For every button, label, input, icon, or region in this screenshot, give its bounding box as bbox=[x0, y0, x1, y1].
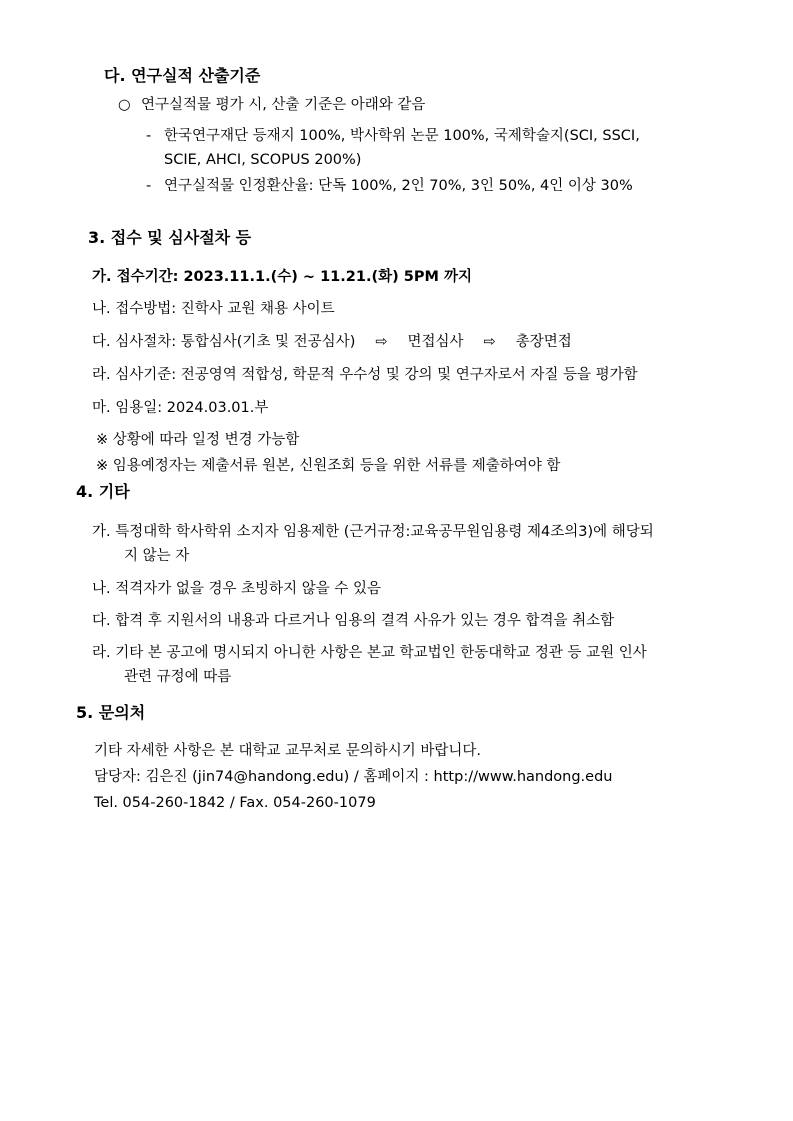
criteria-item-2: 연구실적물 인정환산율: 단독 100%, 2인 70%, 3인 50%, 4인 이상 30% bbox=[164, 178, 633, 194]
review-criteria: 라. 심사기준: 전공영역 적합성, 학문적 우수성 및 강의 및 연구자로서 자질 등을 평가함 bbox=[92, 367, 638, 383]
review-step-1: 다. 심사절차: 통합심사(기초 및 전공심사) bbox=[92, 334, 356, 350]
other-matters-line-1: 라. 기타 본 공고에 명시되지 아니한 사항은 본교 학교법인 한동대학교 정관 등 교원 인사 bbox=[92, 645, 647, 661]
cancellation-condition: 다. 합격 후 지원서의 내용과 다르거나 임용의 결격 사유가 있는 경우 합격을 취소함 bbox=[92, 613, 615, 629]
restriction-line-2: 지 않는 자 bbox=[124, 548, 190, 564]
dash-1: - bbox=[146, 128, 152, 144]
criteria-item-1-line-2: SCIE, AHCI, SCOPUS 200%) bbox=[164, 152, 362, 168]
other-matters-line-2: 관련 규정에 따름 bbox=[124, 669, 232, 685]
contact-person: 담당자: 김은진 (jin74@handong.edu) / 홈페이지 : http://www.handong.edu bbox=[94, 769, 613, 785]
review-step-3: 총장면접 bbox=[515, 334, 572, 350]
note-schedule-change: ※ 상황에 따라 일정 변경 가능함 bbox=[96, 432, 300, 448]
section-5-heading: 5. 문의처 bbox=[76, 703, 146, 722]
arrow-right-icon: ⇨ bbox=[483, 334, 496, 350]
application-period: 가. 접수기간: 2023.11.1.(수) ~ 11.21.(화) 5PM 까지 bbox=[92, 269, 472, 285]
section-4-heading: 4. 기타 bbox=[76, 482, 130, 501]
dash-2: - bbox=[146, 178, 152, 194]
review-procedure bbox=[92, 332, 572, 352]
contact-intro: 기타 자세한 사항은 본 대학교 교무처로 문의하시기 바랍니다. bbox=[94, 743, 482, 759]
note-documents: ※ 임용예정자는 제출서류 원본, 신원조회 등을 위한 서류를 제출하여야 함 bbox=[96, 458, 561, 474]
review-step-2: 면접심사 bbox=[407, 334, 464, 350]
restriction-line-1: 가. 특정대학 학사학위 소지자 임용제한 (근거규정:교육공무원임용령 제4조의3)에 해당되 bbox=[92, 524, 654, 540]
criteria-bullet: ○ bbox=[118, 97, 131, 113]
section-3-heading: 3. 접수 및 심사절차 등 bbox=[88, 228, 252, 247]
research-criteria-heading: 다. 연구실적 산출기준 bbox=[104, 66, 261, 85]
appointment-date: 마. 임용일: 2024.03.01.부 bbox=[92, 400, 269, 416]
application-method: 나. 접수방법: 진학사 교원 채용 사이트 bbox=[92, 301, 335, 317]
criteria-text: 연구실적물 평가 시, 산출 기준은 아래와 같음 bbox=[141, 97, 426, 113]
criteria-item-1-line-1: 한국연구재단 등재지 100%, 박사학위 논문 100%, 국제학술지(SCI, SSCI, bbox=[164, 128, 640, 144]
arrow-right-icon: ⇨ bbox=[375, 334, 388, 350]
contact-phone-fax: Tel. 054-260-1842 / Fax. 054-260-1079 bbox=[94, 795, 376, 811]
no-qualified-candidate: 나. 적격자가 없을 경우 초빙하지 않을 수 있음 bbox=[92, 581, 381, 597]
